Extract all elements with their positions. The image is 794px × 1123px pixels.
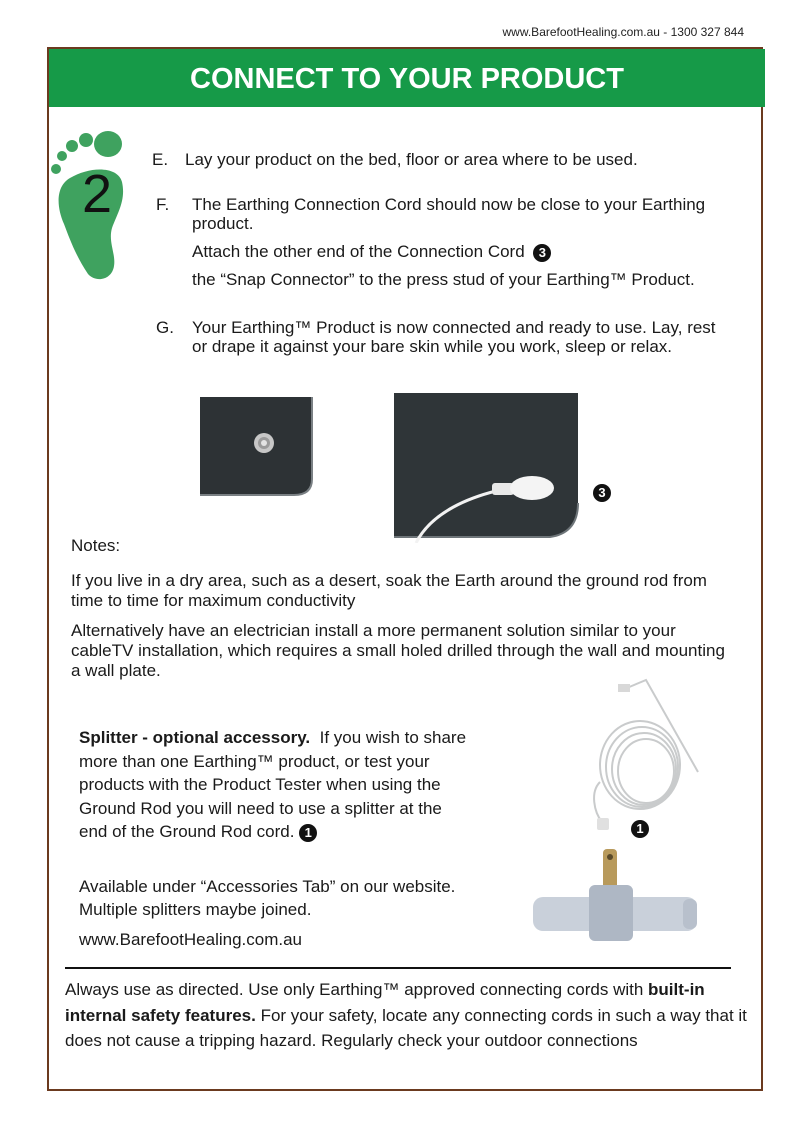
step-text: Attach the other end of the Connection Cord: [192, 242, 525, 261]
t-splitter-photo: [533, 847, 703, 947]
step-text: Your Earthing™ Product is now connected and ready to use. Lay, rest or drape it against your bare skin while you work, sleep or relax.: [192, 318, 716, 356]
step-f-snap: the “Snap Connector” to the press stud of your Earthing™ Product.: [192, 270, 695, 289]
step-letter: G.: [156, 318, 174, 337]
splitter-text: If you wish to share more than one Earthing™ product, or test your products with the Product Tester when using the Ground Rod you will need to use a splitter at the end of the Ground Rod cord.: [79, 728, 467, 841]
notes-dry-area: If you live in a dry area, such as a desert, soak the Earth around the ground rod from time to time for maximum conductivity: [71, 571, 707, 610]
safety-text: Always use as directed. Use only Earthing™ approved connecting cords with: [65, 980, 649, 999]
step-letter: E.: [152, 150, 169, 169]
safety-footer: [65, 977, 755, 1054]
page-title: CONNECT TO YOUR PRODUCT: [49, 49, 765, 107]
splitter-label: Splitter - optional accessory.: [79, 728, 311, 747]
step-number: 2: [82, 164, 113, 224]
step-text: Lay your product on the bed, floor or area where to be used.: [185, 150, 638, 169]
mat-with-cord-photo: [392, 391, 582, 543]
notes-heading: Notes:: [71, 536, 121, 555]
press-stud-photo: [200, 397, 318, 511]
divider: [65, 967, 731, 969]
website-url[interactable]: www.BarefootHealing.com.au: [79, 930, 303, 949]
marker-1-icon: 1: [299, 824, 317, 842]
site-contact-info: www.BarefootHealing.com.au - 1300 327 844: [502, 25, 744, 39]
marker-1-icon: 1: [631, 820, 649, 838]
marker-3-icon: 3: [533, 244, 551, 262]
safety-emphasis: built-in internal safety features.: [65, 980, 705, 1025]
notes-alternative: Alternatively have an electrician install a more permanent solution similar to your cableTV installation, which requires a small holed drilled through the wall and mounting a wall plate.: [71, 621, 725, 680]
step-letter: F.: [156, 195, 170, 214]
step-f-attach: [192, 242, 551, 262]
safety-text-cont: For your safety, locate any connecting cords in such a way that it does not cause a tripping hazard. Regularly check your outdoor connections: [65, 1005, 747, 1050]
coiled-cord-photo: [580, 672, 705, 832]
marker-3-icon: 3: [593, 484, 611, 502]
step-text: The Earthing Connection Cord should now be close to your Earthing product.: [192, 195, 706, 233]
splitter-availability: Available under “Accessories Tab” on our website. Multiple splitters maybe joined.: [79, 877, 456, 919]
splitter-description: [79, 726, 471, 844]
